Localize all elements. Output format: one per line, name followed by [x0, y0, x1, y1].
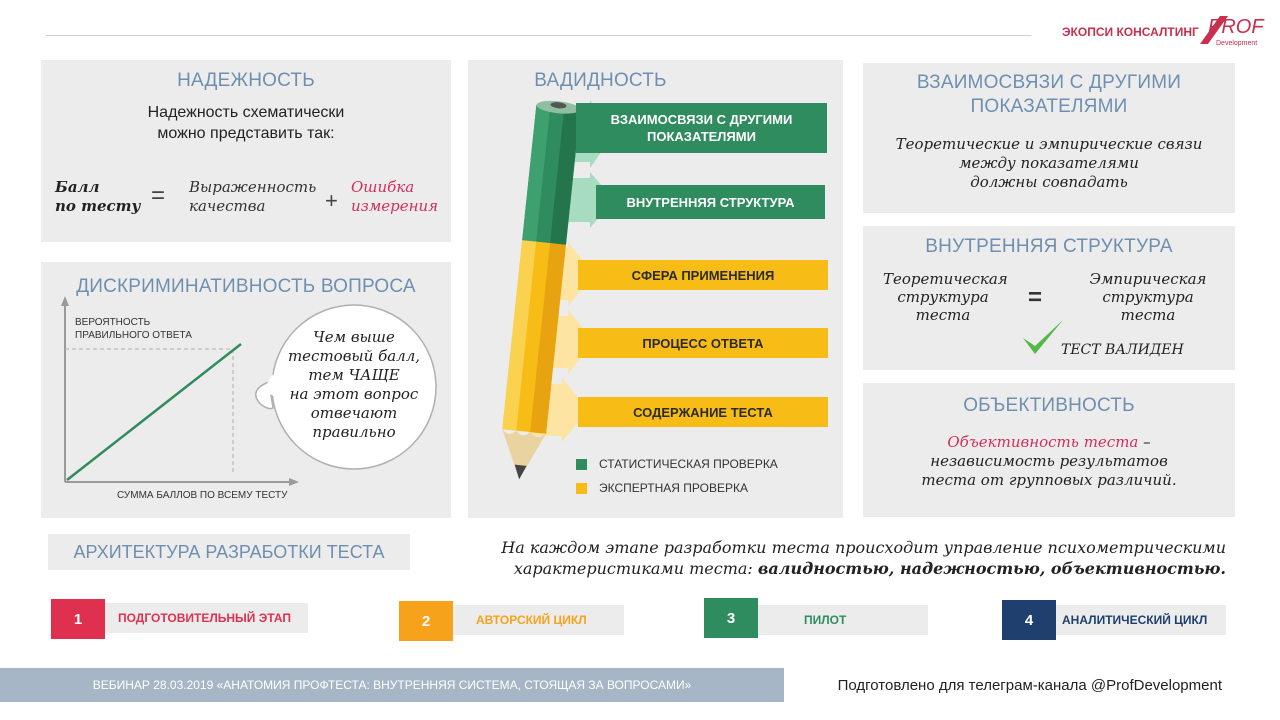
architecture-note-plain: характеристиками теста: — [513, 559, 758, 578]
bubble-line: на этот вопрос — [289, 385, 419, 403]
formula-quality-line: качества — [189, 197, 266, 215]
reliability-subtitle-line: можно представить так: — [157, 125, 335, 142]
structure-theoretical — [883, 270, 1008, 324]
structure-equals: = — [1028, 284, 1043, 311]
objectivity-term: Объективность теста — [947, 433, 1139, 451]
objectivity-panel — [863, 383, 1235, 517]
objectivity-dash: – — [1138, 433, 1151, 451]
architecture-title: АРХИТЕКТУРА РАЗРАБОТКИ ТЕСТА — [73, 542, 385, 562]
objectivity-title: ОБЪЕКТИВНОСТЬ — [963, 395, 1135, 416]
architecture-note-line — [426, 558, 1226, 579]
logo-subtext: Development — [1216, 40, 1258, 47]
footer-webinar-bar — [0, 668, 784, 702]
objectivity-text — [863, 433, 1235, 490]
validity-item-label: СОДЕРЖАНИЕ ТЕСТА — [633, 404, 773, 420]
architecture-note-line: На каждом этапе разработки теста происходит управление психометрическими — [501, 538, 1226, 557]
relations-text-line: Теоретические и эмпирические связи — [895, 135, 1203, 153]
structure-theoretical-line: Теоретическая — [883, 270, 1008, 288]
relations-title-line: ВЗАИМОСВЯЗИ С ДРУГИМИ — [916, 72, 1182, 93]
architecture-note — [426, 537, 1226, 579]
formula-score — [55, 178, 141, 216]
validity-item-label: ВЗАИМОСВЯЗИ С ДРУГИМИ — [610, 112, 793, 127]
bubble-text — [272, 328, 436, 442]
brand-logo — [1200, 14, 1264, 48]
formula-plus: + — [325, 188, 338, 213]
structure-empirical-line: Эмпирическая — [1089, 270, 1207, 288]
bubble-line: правильно — [312, 423, 396, 441]
y-axis-label-line: ПРАВИЛЬНОГО ОТВЕТА — [75, 330, 192, 341]
stage-4-label-box — [1028, 605, 1226, 635]
legend-label: ЭКСПЕРТНАЯ ПРОВЕРКА — [599, 481, 748, 495]
stage-4-number: 4 — [1002, 600, 1056, 640]
structure-theoretical-line: структура — [897, 288, 989, 306]
formula-equals: = — [151, 182, 166, 209]
legend-swatch — [576, 483, 587, 494]
x-axis-label: СУММА БАЛЛОВ ПО ВСЕМУ ТЕСТУ — [117, 490, 288, 501]
stage-label: АВТОРСКИЙ ЦИКЛ — [476, 613, 587, 627]
stage-3-number: 3 — [704, 598, 758, 638]
relations-title-line: ПОКАЗАТЕЛЯМИ — [970, 96, 1128, 117]
validity-item-label: ВНУТРЕННЯЯ СТРУКТУРА — [626, 194, 795, 210]
validity-item-label: ПРОЦЕСС ОТВЕТА — [642, 335, 764, 351]
y-axis-label-line: ВЕРОЯТНОСТЬ — [75, 317, 151, 328]
stage-3-label-box — [730, 605, 928, 635]
formula-score-line: по тесту — [55, 197, 141, 215]
legend-item-expert — [576, 480, 778, 496]
formula-quality-line: Выраженность — [189, 178, 317, 196]
structure-empirical — [1083, 270, 1213, 324]
discrimination-title: ДИСКРИМИНАТИВНОСТЬ ВОПРОСА — [76, 276, 416, 297]
objectivity-line: теста от групповых различий. — [921, 471, 1177, 489]
stage-label: ПИЛОТ — [804, 613, 847, 627]
relations-text-line: должны совпадать — [970, 173, 1128, 191]
validity-item-relations — [576, 103, 827, 153]
architecture-note-bold: валидностью, надежностью, объективностью. — [757, 559, 1226, 578]
structure-theoretical-line: теста — [915, 306, 971, 324]
reliability-subtitle — [41, 102, 451, 144]
validity-item-structure — [596, 185, 825, 219]
bubble-line: тем ЧАЩЕ — [308, 366, 400, 384]
checkmark-icon — [1021, 318, 1065, 358]
validity-item-response — [578, 328, 828, 358]
formula-error-line: Ошибка — [351, 178, 415, 196]
legend-label: СТАТИСТИЧЕСКАЯ ПРОВЕРКА — [599, 457, 778, 471]
stage-label: ПОДГОТОВИТЕЛЬНЫЙ ЭТАП — [118, 611, 291, 625]
bubble-line: Чем выше — [313, 328, 395, 346]
logo-text: PROF — [1208, 16, 1264, 38]
legend — [576, 456, 778, 496]
validity-item-scope — [578, 260, 828, 290]
architecture-title-box — [48, 534, 410, 570]
relations-title — [863, 71, 1235, 119]
validity-item-label: СФЕРА ПРИМЕНЕНИЯ — [631, 267, 775, 283]
relations-text-line: между показателями — [959, 154, 1139, 172]
structure-empirical-line: структура — [1102, 288, 1194, 306]
formula-quality — [189, 178, 316, 216]
stage-label: АНАЛИТИЧЕСКИЙ ЦИКЛ — [1062, 613, 1208, 627]
validity-item-content — [578, 397, 828, 427]
validity-panel — [468, 60, 843, 518]
stage-1-label-box — [78, 603, 308, 633]
legend-item-statistical — [576, 456, 778, 472]
formula-error-line: измерения — [351, 197, 439, 215]
objectivity-definition — [863, 433, 1235, 452]
bubble-line: тестовый балл, — [287, 347, 421, 365]
legend-swatch — [576, 459, 587, 470]
structure-verdict: ТЕСТ ВАЛИДЕН — [1061, 342, 1184, 358]
stage-2-number: 2 — [399, 601, 453, 641]
footer-webinar: ВЕБИНАР 28.03.2019 «АНАТОМИЯ ПРОФТЕСТА: ВНУТРЕННЯЯ СИСТЕМА, СТОЯЩАЯ ЗА ВОПРОСАМИ» — [92, 678, 692, 692]
objectivity-line: независимость результатов — [930, 452, 1168, 470]
structure-empirical-line: теста — [1120, 306, 1176, 324]
reliability-subtitle-line: Надежность схематически — [147, 104, 345, 121]
stage-2-label-box — [428, 605, 624, 635]
reliability-title: НАДЕЖНОСТЬ — [177, 70, 315, 91]
validity-title: ВАДИДНОСТЬ — [534, 70, 667, 91]
structure-title: ВНУТРЕННЯЯ СТРУКТУРА — [925, 236, 1173, 257]
header-divider — [46, 35, 1031, 36]
bubble-line: отвечают — [310, 404, 398, 422]
discrimination-panel — [41, 262, 451, 518]
relations-panel — [863, 63, 1235, 213]
relations-text — [863, 135, 1235, 192]
formula-score-line: Балл — [55, 178, 100, 196]
footer-credit: Подготовлено для телеграм-канала @ProfDevelopment — [837, 677, 1222, 694]
stage-1-number: 1 — [51, 599, 105, 639]
formula-error — [351, 178, 438, 216]
validity-item-label: ПОКАЗАТЕЛЯМИ — [647, 129, 756, 144]
brand-name: ЭКОПСИ КОНСАЛТИНГ — [1062, 25, 1199, 39]
structure-panel — [863, 226, 1235, 370]
